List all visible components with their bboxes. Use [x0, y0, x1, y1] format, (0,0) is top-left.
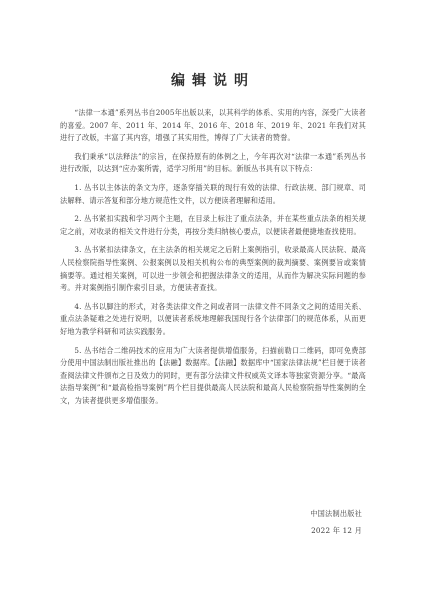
paragraph-feature-1: 1. 丛书以主体法的条文为序，逐条穿插关联的现行有效的法律、行政法规、部门规章、司法解释、请示答复和部分地方规范性文件，以方便读者理解和适用。 [60, 182, 366, 205]
paragraph-feature-4: 4. 丛书以脚注的形式，对各类法律文件之间或者同一法律文件不同条文之间的适用关系、重点法条疑难之处进行说明，以便读者系统地理解我国现行各个法律部门的规范体系，从而更好地为教学科研和司法实践服务。 [60, 301, 366, 336]
signature-date: 2022 年 12 月 [311, 526, 362, 535]
paragraph-intro: “法律一本通”系列丛书自2005年出版以来，以其科学的体系、实用的内容，深受广大读者的喜爱。2007 年、2011 年、2014 年、2016 年、2018 年、2019 年、2021 年我们对其进行了改版，丰富了其内容，增强了其实用性，博得了广大读者的赞誉。 [60, 108, 366, 143]
page-title: 编辑说明 [171, 73, 255, 89]
paragraph-revision: 我们秉承“以法释法”的宗旨，在保持原有的体例之上，今年再次对“法律一本通”系列丛书进行改版，以达到“应办案所需，适学习所用”的目标。新版丛书具有以下特点： [60, 151, 366, 174]
paragraph-feature-2: 2. 丛书紧扣实践和学习两个主题，在目录上标注了重点法条，并在某些重点法条的相关规定之前，对收录的相关文件进行分类，再按分类归纳核心要点，以便读者最便捷地查找使用。 [60, 214, 366, 236]
paragraph-feature-5: 5. 丛书结合二维码技术的应用为广大读者提供增值服务，扫描前勒口二维码，即可免费部分使用中国法制出版社推出的【法融】数据库。【法融】数据库中“国家法律法规”栏目便于读者查阅法律文件颁布之日及效力的同时，更有部分法律文件权威英文译本等独家资源分享。“最高法指导案例”和“最高检指导案例”两个栏目提供最高人民法院和最高人民检察院指导性案例的全文，为读者提供更多增值服务。 [60, 345, 366, 405]
document-body [60, 107, 366, 413]
paragraph-feature-3: 3. 丛书紧扣法律条文，在主法条的相关规定之后附上案例指引，收录最高人民法院、最高人民检察院指导性案例、公报案例以及相关机构公布的典型案例的裁判摘要、案例要旨或案情摘要等。通过相关案例，可以进一步领会和把握法律条文的适用，从而作为解决实际问题的参考。并对案例指引制作索引目录，方便读者查找。 [60, 245, 366, 293]
publisher-signature: 中国法制出版社 [310, 509, 362, 518]
